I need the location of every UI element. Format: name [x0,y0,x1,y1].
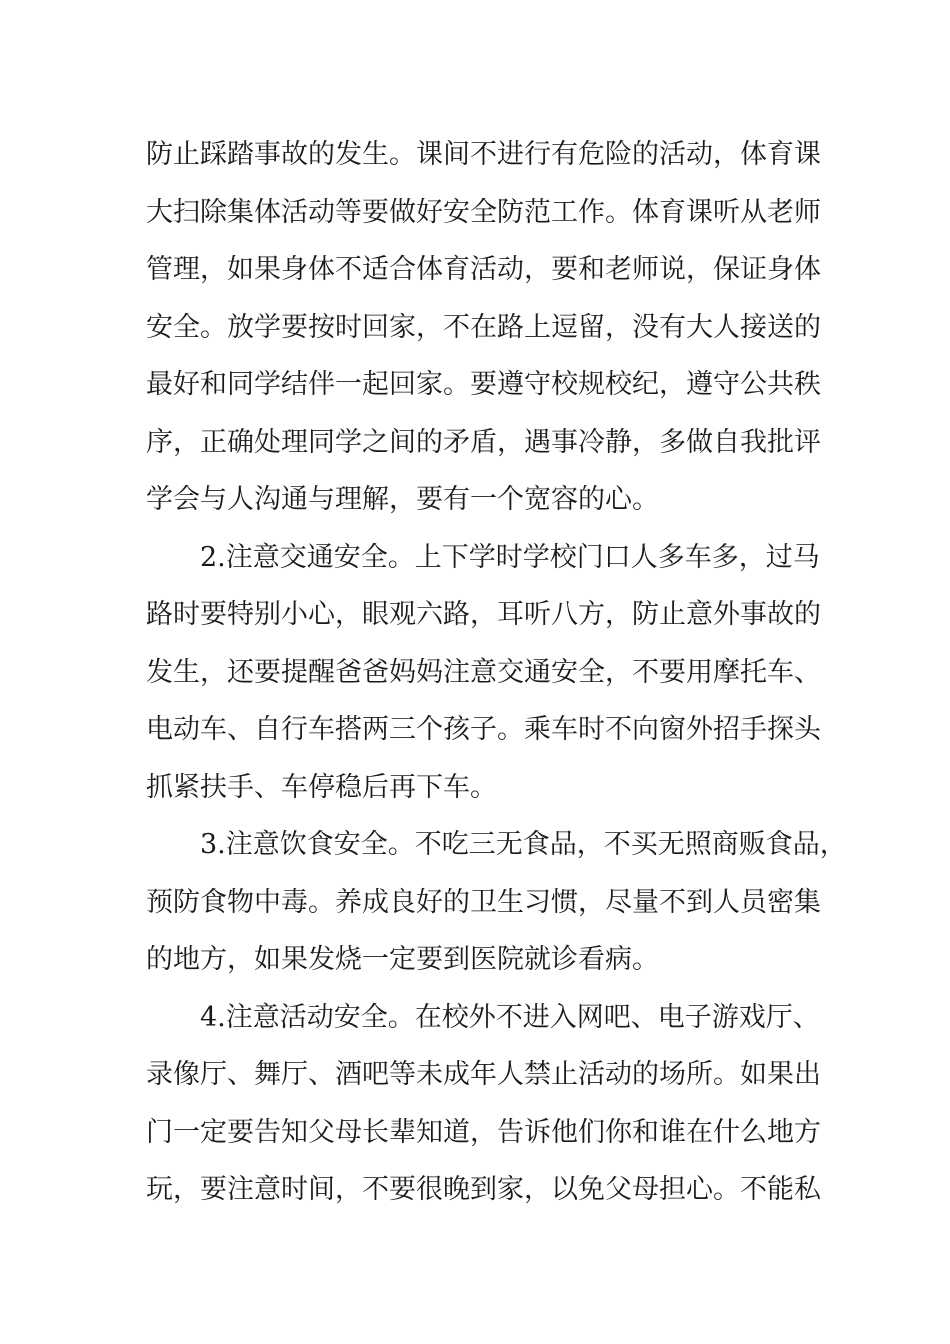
text-line: 发生，还要提醒爸爸妈妈注意交通安全，不要用摩托车、 [146,656,821,688]
text-line: 的地方，如果发烧一定要到医院就诊看病。 [146,944,659,975]
text-line: 玩，要注意时间，不要很晚到家，以免父母担心。不能私 [146,1174,821,1205]
text-line: 防止踩踏事故的发生。课间不进行有危险的活动，体育课 [146,139,821,170]
text-line: 序，正确处理同学之间的矛盾，遇事冷静，多做自我批评 [146,426,821,458]
text-line: 预防食物中毒。养成良好的卫生习惯，尽量不到人员密集 [146,886,821,918]
text-line: 学会与人沟通与理解，要有一个宽容的心。 [146,484,659,515]
text-line: 安全。放学要按时回家，不在路上逗留，没有大人接送的 [146,311,821,343]
text-line: 最好和同学结伴一起回家。要遵守校规校纪，遵守公共秩 [146,369,821,400]
text-line: 门一定要告知父母长辈知道，告诉他们你和谁在什么地方 [146,1116,821,1148]
text-line: 大扫除集体活动等要做好安全防范工作。体育课听从老师 [146,196,821,228]
text-line: 抓紧扶手、车停稳后再下车。 [146,771,497,803]
text-line: 管理，如果身体不适合体育活动，要和老师说，保证身体 [146,254,821,285]
paragraph-4-first-line: 4.注意活动安全。在校外不进入网吧、电子游戏厅、 [200,1001,820,1033]
text-line: 路时要特别小心，眼观六路，耳听八方，防止意外事故的 [146,599,821,630]
text-line: 电动车、自行车搭两三个孩子。乘车时不向窗外招手探头 [146,714,821,745]
paragraph-2-first-line: 2.注意交通安全。上下学时学校门口人多车多，过马 [200,541,820,573]
text-line: 录像厅、舞厅、酒吧等未成年人禁止活动的场所。如果出 [146,1059,821,1090]
paragraph-3-first-line: 3.注意饮食安全。不吃三无食品，不买无照商贩食品， [200,829,847,860]
document-body [146,126,847,1219]
